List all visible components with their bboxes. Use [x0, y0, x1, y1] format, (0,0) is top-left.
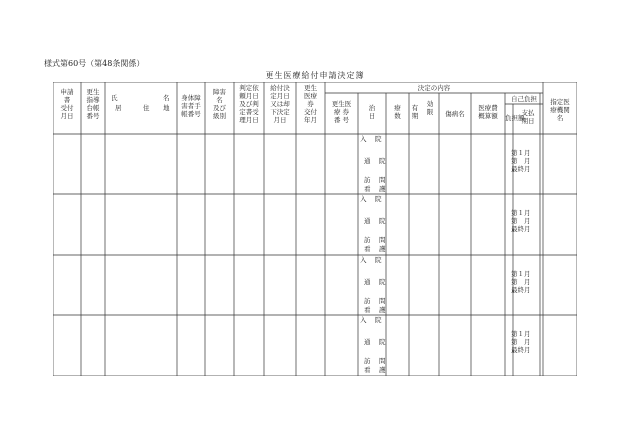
treatment-visit-2: 問: [379, 297, 386, 305]
treatment-outpatient-2: 院: [379, 217, 386, 225]
header-ledger-number: 更生: [86, 88, 100, 96]
header-disability-cert: 身体障: [181, 94, 201, 102]
header-disability-cert: 帳番号: [181, 110, 201, 118]
header-decision-date: 下決定: [270, 108, 290, 116]
treatment-visit-2: 問: [379, 236, 386, 244]
treatment-outpatient-1: 通: [364, 157, 371, 165]
header-payment-date: 期日: [521, 117, 535, 125]
header-disability-name: 障害: [213, 88, 226, 96]
header-judgment-date: 判定依: [239, 84, 259, 92]
burden-month-label: 最終月: [511, 165, 531, 173]
header-ticket-number: 療 券: [333, 108, 350, 116]
header-residence-label: 居: [115, 104, 122, 112]
header-disability-cert: 害者手: [181, 102, 201, 110]
header-judgment-date: 頼月日: [239, 92, 259, 100]
page-title: 更生医療給付申請決定簿: [265, 71, 365, 80]
header-ledger-number: 番号: [86, 112, 100, 120]
treatment-outpatient-2: 院: [379, 157, 386, 165]
header-disability-name: 及び: [213, 104, 226, 112]
header-decision-date: 定月日: [270, 92, 290, 100]
treatment-inpatient-2: 院: [375, 195, 382, 203]
treatment-inpatient-2: 院: [375, 316, 382, 324]
header-validity-2: 限: [426, 108, 434, 116]
treatment-nursing-1: 看: [364, 245, 371, 253]
treatment-nursing-2: 護: [379, 185, 386, 193]
header-validity: 期: [411, 112, 419, 120]
burden-month-label: 最終月: [511, 286, 531, 294]
header-decision-content: 決定の内容: [417, 84, 451, 92]
treatment-outpatient-2: 院: [379, 278, 386, 286]
treatment-outpatient-1: 通: [364, 217, 371, 225]
form-number: 様式第60号（第48条関係）: [44, 59, 145, 68]
header-treatment-count: 数: [394, 112, 401, 120]
header-name-label: 氏: [111, 94, 118, 102]
header-issue-date: 券: [307, 100, 314, 108]
burden-month-label: 第 月: [511, 278, 531, 286]
burden-month-label: 最終月: [511, 346, 531, 354]
treatment-outpatient-1: 通: [364, 338, 371, 346]
header-issue-date: 交付: [304, 108, 317, 116]
header-judgment-date: 理月日: [239, 116, 259, 124]
header-decision-date: 月日: [273, 116, 287, 124]
treatment-inpatient-2: 院: [375, 256, 382, 264]
header-disability-name: 名: [216, 96, 223, 104]
header-issue-date: 医療: [304, 92, 317, 100]
header-receipt-date: 書: [63, 96, 71, 104]
burden-month-label: 第１月: [511, 270, 531, 278]
treatment-inpatient-1: 入: [360, 135, 367, 143]
ledger-table: [53, 82, 577, 376]
header-location-label: 地: [163, 104, 170, 112]
header-receipt-date: 申請: [60, 88, 74, 96]
treatment-visit-2: 問: [379, 176, 386, 184]
treatment-outpatient-2: 院: [379, 338, 386, 346]
treatment-nursing-1: 看: [364, 185, 371, 193]
treatment-visit-1: 訪: [364, 236, 371, 244]
burden-month-label: 第 月: [511, 338, 531, 346]
header-self-pay: 自己負担: [511, 95, 537, 103]
burden-month-label: 第１月: [511, 330, 531, 338]
header-disability-name: 級別: [213, 112, 226, 120]
header-validity: 有: [411, 104, 419, 112]
treatment-nursing-2: 護: [379, 366, 386, 374]
burden-month-label: 第 月: [511, 217, 531, 225]
header-decision-date: 給付決: [270, 84, 290, 92]
header-receipt-date: 月日: [60, 112, 74, 120]
treatment-nursing-2: 護: [379, 245, 386, 253]
header-treatment-date: 治: [368, 104, 376, 112]
header-designated-facility: 指定医: [550, 98, 570, 106]
header-cost-estimate: 医療費: [478, 104, 498, 112]
header-treatment-count: 療: [394, 104, 401, 112]
header-issue-date: 更生: [304, 84, 317, 92]
header-ticket-number: 番 号: [333, 116, 350, 124]
header-disease-name: 傷病名: [445, 110, 465, 118]
treatment-inpatient-1: 入: [360, 256, 367, 264]
header-designated-facility: 療機関: [550, 106, 570, 114]
header-ledger-number: 指導: [86, 96, 100, 104]
header-treatment-date: 日: [368, 112, 376, 120]
header-payment-date: 支払: [521, 109, 535, 117]
header-judgment-date: 及び判: [239, 100, 259, 108]
header-cost-estimate: 概算額: [478, 112, 498, 120]
header-ledger-number: 台帳: [86, 104, 100, 112]
header-judgment-date: 定書受: [239, 108, 259, 116]
table-grid: [53, 82, 577, 376]
header-burden-amount: 負担額: [505, 114, 525, 122]
burden-month-label: 第 月: [511, 157, 531, 165]
burden-month-label: 最終月: [511, 225, 531, 233]
burden-month-label: 第１月: [511, 149, 531, 157]
treatment-outpatient-1: 通: [364, 278, 371, 286]
treatment-nursing-2: 護: [379, 306, 386, 314]
header-address-label: 住: [143, 104, 150, 112]
header-designated-facility: 名: [556, 114, 564, 122]
burden-month-label: 第１月: [511, 209, 531, 217]
treatment-visit-2: 問: [379, 357, 386, 365]
treatment-visit-1: 訪: [364, 176, 371, 184]
treatment-inpatient-1: 入: [360, 195, 367, 203]
treatment-nursing-1: 看: [364, 366, 371, 374]
treatment-inpatient-1: 入: [360, 316, 367, 324]
header-receipt-date: 受付: [60, 104, 74, 112]
header-issue-date: 年月: [304, 116, 317, 124]
header-name-label-2: 名: [163, 94, 170, 102]
treatment-nursing-1: 看: [364, 306, 371, 314]
treatment-inpatient-2: 院: [375, 135, 382, 143]
treatment-visit-1: 訪: [364, 357, 371, 365]
treatment-visit-1: 訪: [364, 297, 371, 305]
header-decision-date: 又は却: [270, 100, 290, 108]
header-ticket-number: 更生医: [331, 100, 352, 108]
header-validity-2: 効: [426, 100, 434, 108]
